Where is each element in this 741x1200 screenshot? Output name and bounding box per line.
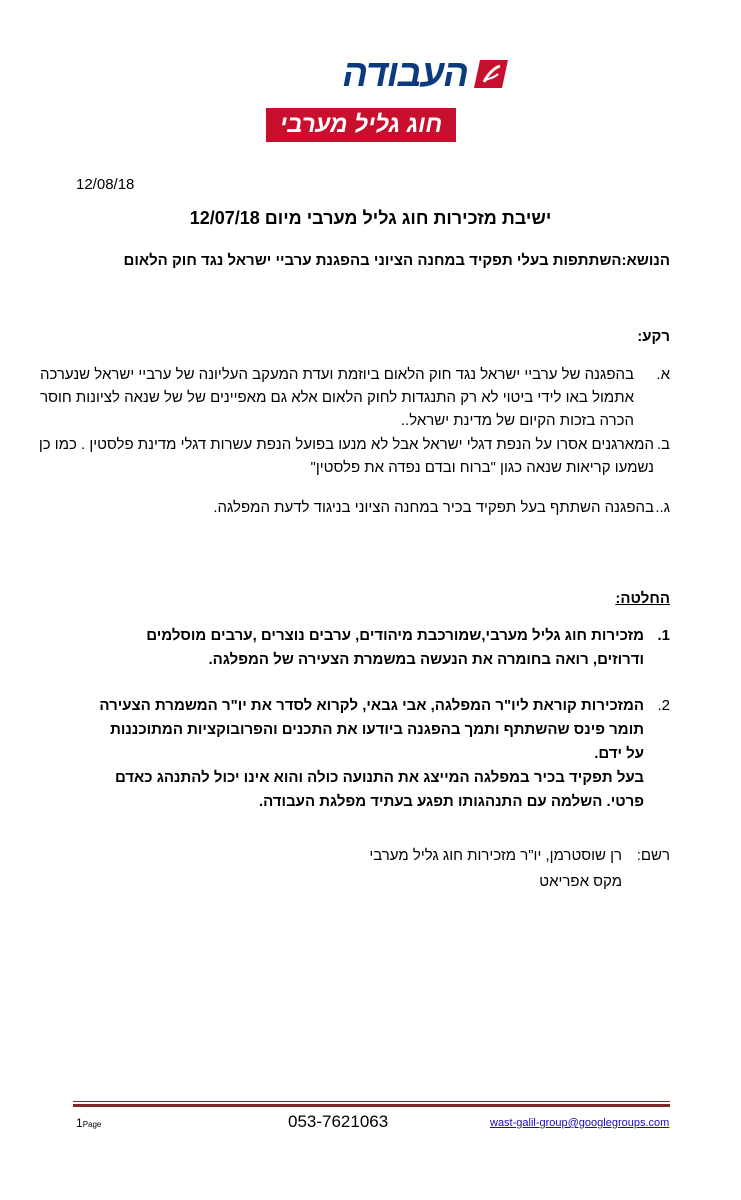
decision-marker: 1. [657, 627, 670, 644]
item-marker: א. [656, 366, 670, 383]
decision-text: מזכירות חוג גליל מערבי,שמורכבת מיהודים, ערבים נוצרים ,ערבים מוסלמים ודרוזים, רואה בחומרה את הנעשה במשמרת הצעירה של המפלגה. [146, 627, 644, 668]
background-item [36, 496, 670, 522]
decision-text-continuation: בעל תפקיד בכיר במפלגה המייצג את התנועה כולה והוא אינו יכול להתנהג כאדם פרטי. השלמה עם התנהגותו תפגע בעתיד מפלגת העבודה. [114, 769, 644, 810]
decision-text-block [96, 694, 644, 814]
branch-banner: חוג גליל מערבי [266, 108, 456, 142]
item-text: בהפגנה של ערביי ישראל נגד חוק הלאום ביוזמת ועדת המעקב העליונה של ערביי ישראל שנערכה אתמול באו לידי ביטוי לא רק התנגדות לחוק הלאום אלא גם מאפיינים של של שנאה לציונות חוסר הכרה בזכות הקיום של מדינת ישראל.. [39, 366, 634, 429]
item-text: בהפגנה השתתף בעל תפקיד בכיר במחנה הציוני בניגוד לדעת המפלגה. [213, 499, 654, 516]
background-item [36, 363, 670, 438]
party-logo-text: העבודה [342, 53, 468, 95]
page-label: Page [82, 1120, 102, 1129]
recorder-name: רן שוסטרמן, יו"ר מזכירות חוג גליל מערבי [369, 847, 622, 864]
meeting-subject: הנושא:השתתפות בעלי תפקיד במחנה הציוני בהפגנת ערביי ישראל נגד חוק הלאום [123, 252, 670, 269]
decision-heading: החלטה: [615, 590, 670, 607]
background-heading: רקע: [637, 328, 670, 345]
party-logo [246, 52, 508, 96]
background-item [36, 433, 670, 483]
recorded-by-label: רשם: [636, 847, 670, 864]
footer-divider [73, 1101, 670, 1102]
decision-item [96, 694, 670, 814]
footer-phone: 053-7621063 [288, 1112, 389, 1131]
item-text: המארגנים אסרו על הנפת דגלי ישראל אבל לא מנעו בפועל הנפת עשרות דגלי מדינת פלסטין . כמו כן נשמעו קריאות שנאה כגון "ברוח ובדם נפדה את פלסטין" [38, 436, 654, 476]
item-marker: ג.. [655, 499, 670, 516]
footer-divider [73, 1104, 670, 1107]
page-number [76, 1116, 101, 1130]
decision-text: המזכירות קוראת ליו"ר המפלגה, אבי גבאי, לקרוא לסדר את יו"ר המשמרת הצעירה תומר פינס שהשתתף ותמך בהפגנה ביודעו את התכנים והפרובוקציות המתוכננות על ידם. [99, 697, 644, 762]
footer-email-link[interactable]: wast-galil-group@googlegroups.com [490, 1117, 670, 1129]
document-date: 12/08/18 [76, 176, 135, 193]
recorder-name: מקס אפריאט [539, 873, 622, 890]
decision-item [96, 624, 670, 674]
recorded-by-block [330, 844, 670, 896]
item-marker: ב. [656, 436, 670, 453]
rose-emblem-icon [474, 58, 508, 90]
page-number-value: 1 [76, 1116, 83, 1130]
decision-marker: 2. [657, 697, 670, 714]
meeting-title: ישיבת מזכירות חוג גליל מערבי מיום 12/07/18 [189, 208, 552, 228]
